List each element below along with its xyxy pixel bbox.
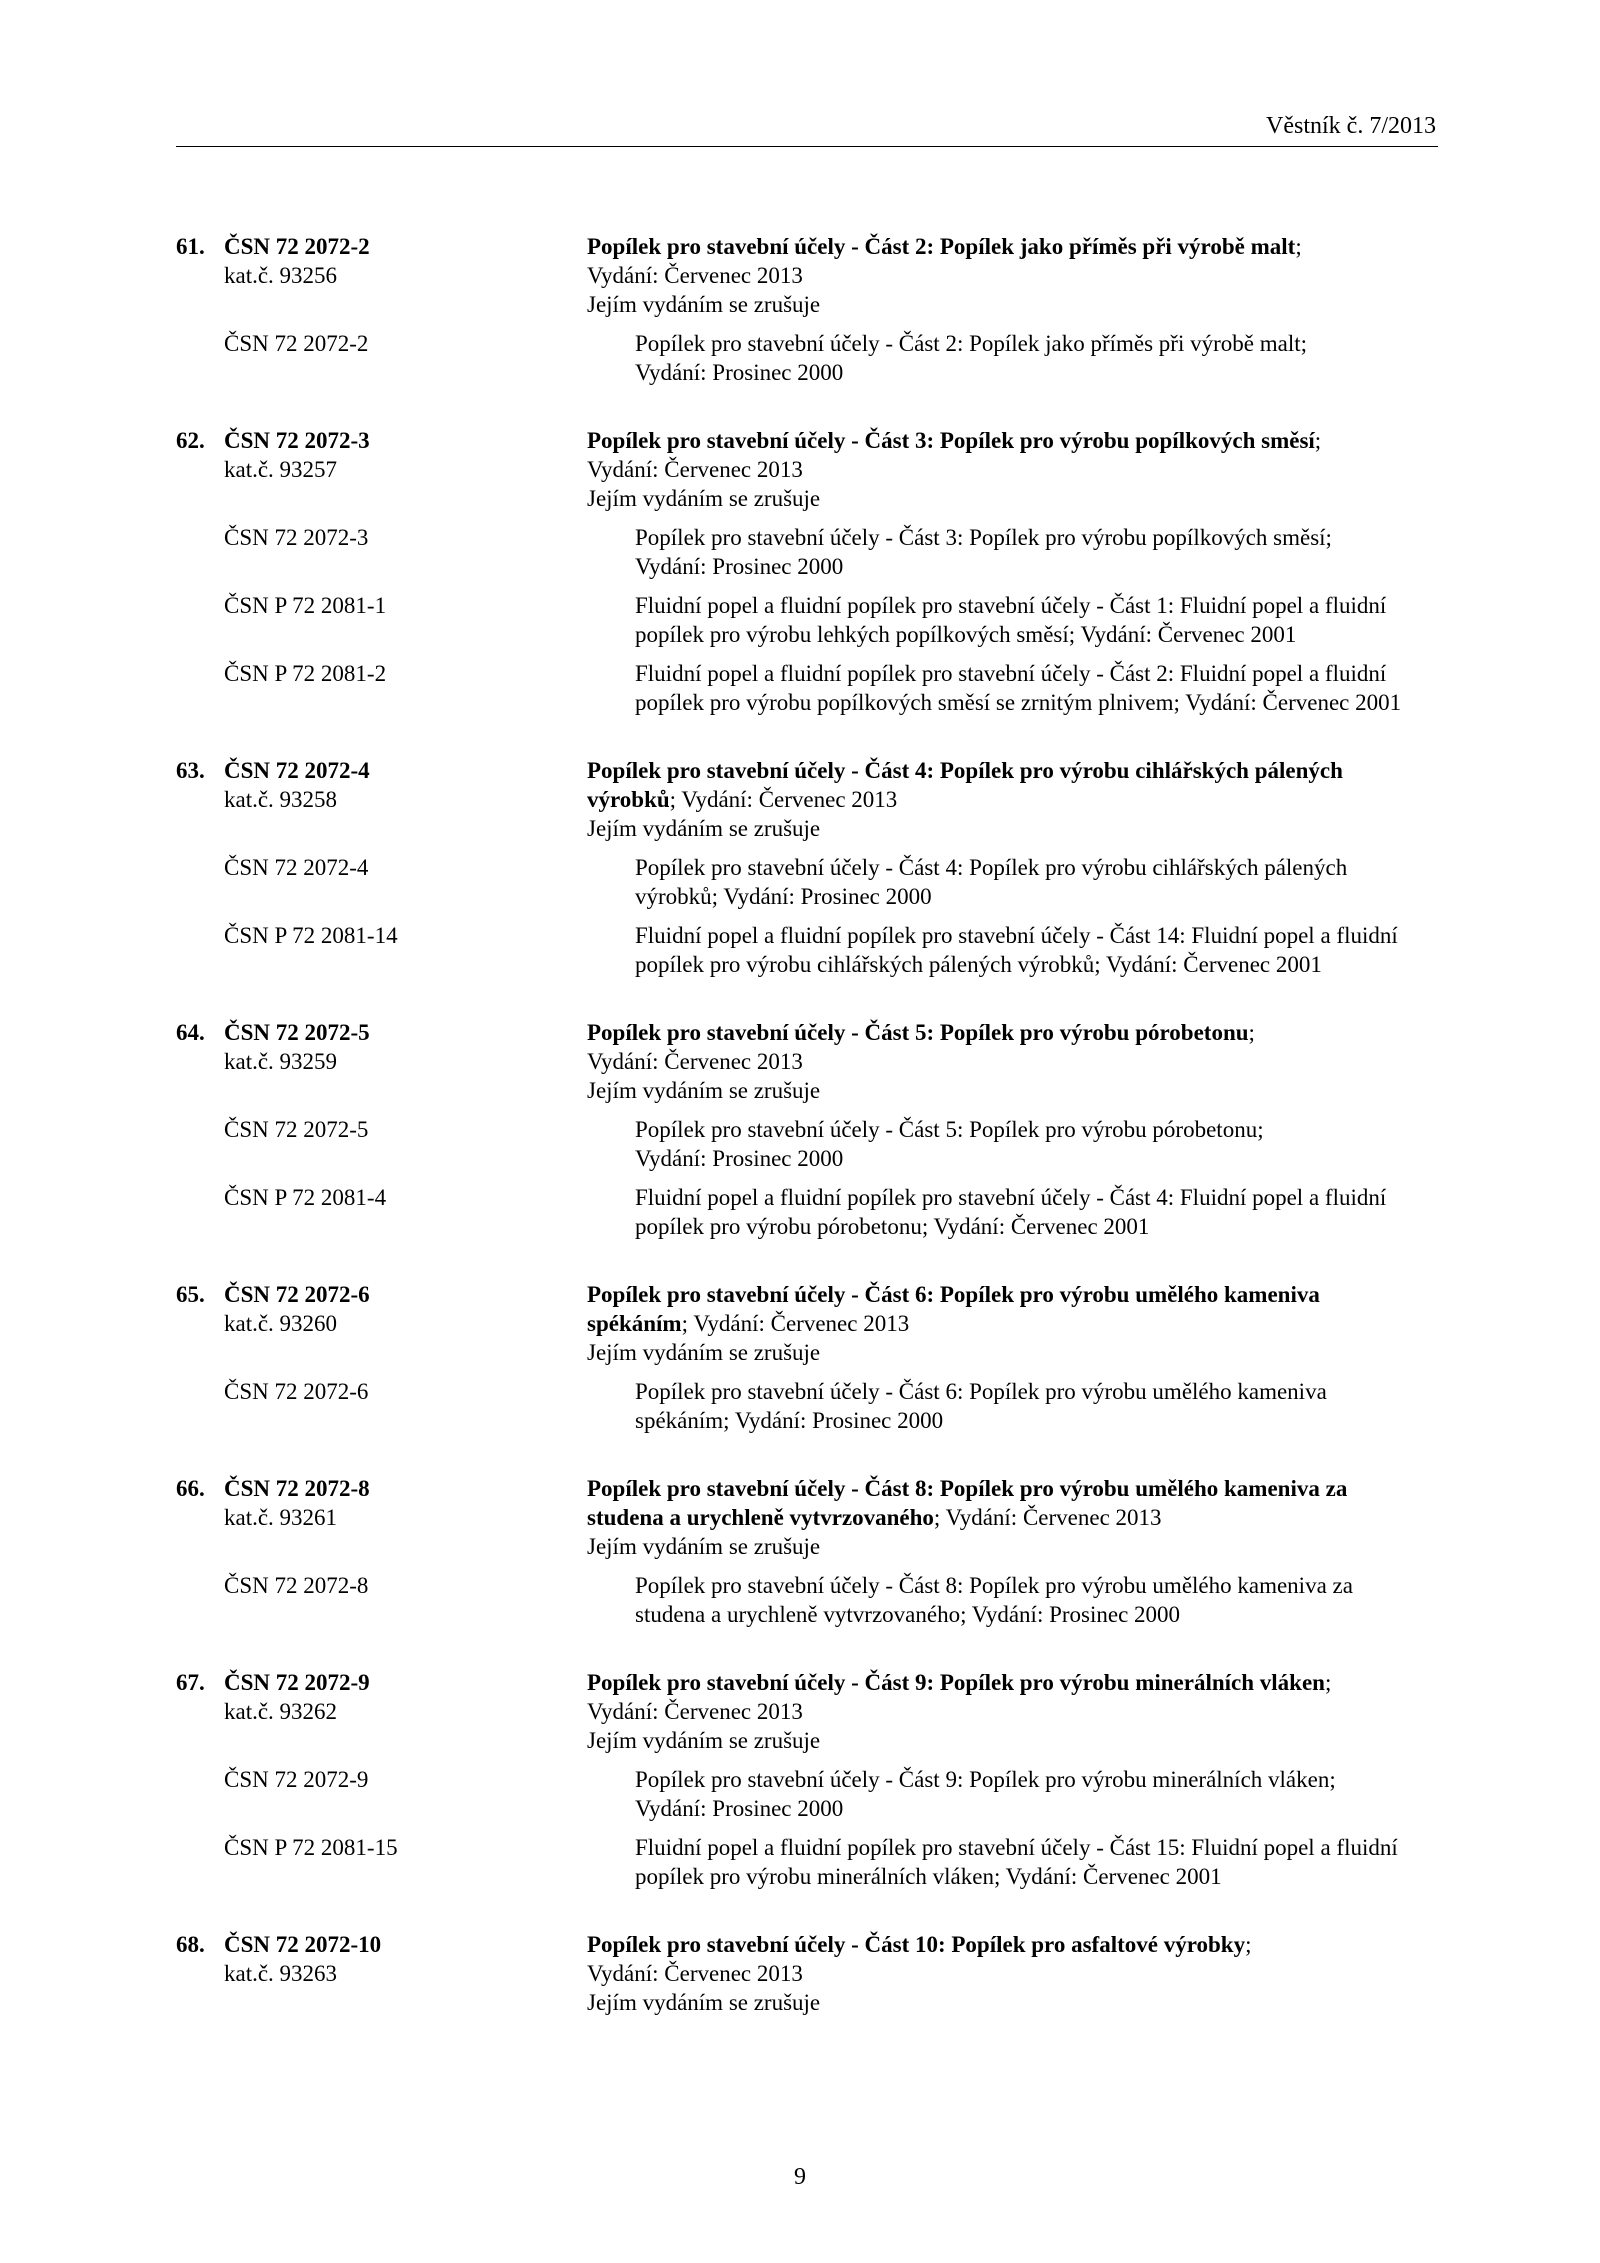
issue-date: Vydání: Červenec 2013 (587, 263, 803, 288)
cancelled-description (635, 659, 1486, 717)
catalog-number: kat.č. 93261 (224, 1505, 338, 1530)
description-line: Fluidní popel a fluidní popílek pro stavební účely - Část 15: Fluidní popel a fluidní (635, 1835, 1398, 1860)
description-line: Fluidní popel a fluidní popílek pro stavební účely - Část 2: Fluidní popel a fluidní (635, 661, 1387, 686)
description-line: Popílek pro stavební účely - Část 5: Popílek pro výrobu pórobetonu; (635, 1117, 1264, 1142)
description-line: popílek pro výrobu lehkých popílkových směsí; Vydání: Červenec 2001 (635, 622, 1297, 647)
standard-code: ČSN 72 2072-2 (224, 234, 370, 259)
entry-description (587, 1668, 1438, 1755)
standard-entry (176, 1018, 1438, 1241)
title-punctuation: ; (1245, 1932, 1252, 1957)
entry-description (587, 1280, 1438, 1367)
catalog-number: kat.č. 93263 (224, 1961, 338, 1986)
standard-title: Popílek pro stavební účely - Část 6: Popílek pro výrobu umělého kameniva (587, 1282, 1320, 1307)
standard-title: Popílek pro stavební účely - Část 5: Popílek pro výrobu pórobetonu (587, 1020, 1249, 1045)
entry-identifier (176, 1930, 587, 1988)
cancelled-standard (176, 659, 1438, 717)
entry-number: 62. (176, 428, 205, 453)
cancels-note: Jejím vydáním se zrušuje (587, 1534, 821, 1559)
cancelled-standard (176, 853, 1438, 911)
entry-identifier (176, 756, 587, 814)
entry-main-row (176, 426, 1438, 513)
standard-code: ČSN 72 2072-9 (224, 1670, 370, 1695)
description-line: spékáním; Vydání: Prosinec 2000 (635, 1408, 944, 1433)
issue-date: ; Vydání: Červenec 2013 (669, 787, 898, 812)
cancelled-description (635, 329, 1486, 387)
cancelled-description (635, 1765, 1486, 1823)
cancelled-code: ČSN 72 2072-4 (224, 855, 369, 880)
entry-description (587, 1474, 1438, 1561)
standard-title: Popílek pro stavební účely - Část 8: Popílek pro výrobu umělého kameniva za (587, 1476, 1348, 1501)
standard-title: Popílek pro stavební účely - Část 2: Popílek jako příměs při výrobě malt (587, 234, 1296, 259)
standard-entry (176, 426, 1438, 717)
description-line: Fluidní popel a fluidní popílek pro stavební účely - Část 4: Fluidní popel a fluidní (635, 1185, 1387, 1210)
cancelled-description (635, 1377, 1486, 1435)
description-line: Fluidní popel a fluidní popílek pro stavební účely - Část 1: Fluidní popel a fluidní (635, 593, 1387, 618)
standard-code: ČSN 72 2072-8 (224, 1476, 370, 1501)
cancelled-description (635, 523, 1486, 581)
cancelled-standard (176, 1833, 1438, 1891)
entry-main-row (176, 756, 1438, 843)
cancelled-standard (176, 1571, 1438, 1629)
entry-identifier (176, 426, 587, 484)
entry-identifier (176, 1668, 587, 1726)
description-line: Popílek pro stavební účely - Část 4: Popílek pro výrobu cihlářských pálených (635, 855, 1348, 880)
cancelled-description (635, 1571, 1486, 1629)
catalog-number: kat.č. 93257 (224, 457, 338, 482)
cancelled-description (635, 1115, 1486, 1173)
title-punctuation: ; (1295, 234, 1302, 259)
standard-entry (176, 1474, 1438, 1629)
catalog-number: kat.č. 93259 (224, 1049, 338, 1074)
standard-code: ČSN 72 2072-4 (224, 758, 370, 783)
standard-code: ČSN 72 2072-10 (224, 1932, 382, 1957)
entry-description (587, 756, 1438, 843)
title-punctuation: ; (1324, 1670, 1332, 1695)
description-line: Popílek pro stavební účely - Část 3: Popílek pro výrobu popílkových směsí; (635, 525, 1332, 550)
cancelled-standard (176, 1115, 1438, 1173)
standard-title: výrobků (587, 787, 670, 812)
cancelled-standard (176, 523, 1438, 581)
cancelled-standard (176, 1377, 1438, 1435)
standard-code: ČSN 72 2072-5 (224, 1020, 370, 1045)
entry-number: 61. (176, 234, 205, 259)
entry-description (587, 232, 1438, 319)
issue-date: ; Vydání: Červenec 2013 (933, 1505, 1162, 1530)
description-line: popílek pro výrobu popílkových směsí se zrnitým plnivem; Vydání: Červenec 2001 (635, 690, 1402, 715)
standards-list (176, 232, 1438, 2056)
catalog-number: kat.č. 93258 (224, 787, 338, 812)
standard-code: ČSN 72 2072-6 (224, 1282, 370, 1307)
description-line: Popílek pro stavební účely - Část 2: Popílek jako příměs při výrobě malt; (635, 331, 1307, 356)
cancelled-code: ČSN 72 2072-5 (224, 1117, 369, 1142)
standard-entry (176, 756, 1438, 979)
description-line: Popílek pro stavební účely - Část 6: Popílek pro výrobu umělého kameniva (635, 1379, 1327, 1404)
description-line: studena a urychleně vytvrzovaného; Vydání: Prosinec 2000 (635, 1602, 1181, 1627)
description-line: Fluidní popel a fluidní popílek pro stavební účely - Část 14: Fluidní popel a fluidní (635, 923, 1398, 948)
cancels-note: Jejím vydáním se zrušuje (587, 1340, 821, 1365)
standard-title: Popílek pro stavební účely - Část 3: Popílek pro výrobu popílkových směsí (587, 428, 1315, 453)
cancels-note: Jejím vydáním se zrušuje (587, 292, 821, 317)
entry-number: 65. (176, 1282, 205, 1307)
cancels-note: Jejím vydáním se zrušuje (587, 1078, 821, 1103)
description-line: výrobků; Vydání: Prosinec 2000 (635, 884, 932, 909)
standard-title: Popílek pro stavební účely - Část 9: Popílek pro výrobu minerálních vláken (587, 1670, 1325, 1695)
catalog-number: kat.č. 93262 (224, 1699, 338, 1724)
entry-description (587, 1930, 1438, 2017)
cancels-note: Jejím vydáním se zrušuje (587, 816, 821, 841)
description-line: Popílek pro stavební účely - Část 8: Popílek pro výrobu umělého kameniva za (635, 1573, 1353, 1598)
entry-main-row (176, 1474, 1438, 1561)
entry-description (587, 1018, 1438, 1105)
standard-title: studena a urychleně vytvrzovaného (587, 1505, 934, 1530)
entry-main-row (176, 232, 1438, 319)
standard-title: Popílek pro stavební účely - Část 4: Popílek pro výrobu cihlářských pálených (587, 758, 1343, 783)
cancelled-standard (176, 1183, 1438, 1241)
standard-entry (176, 232, 1438, 387)
page-header (176, 108, 1438, 147)
description-line: Vydání: Prosinec 2000 (635, 1146, 844, 1171)
cancelled-code: ČSN P 72 2081-15 (224, 1835, 398, 1860)
standard-entry (176, 1668, 1438, 1891)
description-line: popílek pro výrobu cihlářských pálených výrobků; Vydání: Červenec 2001 (635, 952, 1322, 977)
standard-title: Popílek pro stavební účely - Část 10: Popílek pro asfaltové výrobky (587, 1932, 1246, 1957)
title-punctuation: ; (1314, 428, 1322, 453)
entry-main-row (176, 1280, 1438, 1367)
cancelled-code: ČSN P 72 2081-4 (224, 1185, 387, 1210)
standard-entry (176, 1930, 1438, 2017)
entry-number: 68. (176, 1932, 205, 1957)
cancelled-description (635, 591, 1486, 649)
cancelled-standard (176, 921, 1438, 979)
catalog-number: kat.č. 93260 (224, 1311, 338, 1336)
cancelled-description (635, 921, 1486, 979)
description-line: popílek pro výrobu pórobetonu; Vydání: Červenec 2001 (635, 1214, 1150, 1239)
bulletin-title: Věstník č. 7/2013 (1266, 113, 1436, 139)
cancelled-standard (176, 1765, 1438, 1823)
cancelled-code: ČSN P 72 2081-2 (224, 661, 387, 686)
standard-entry (176, 1280, 1438, 1435)
standard-code: ČSN 72 2072-3 (224, 428, 370, 453)
cancels-note: Jejím vydáním se zrušuje (587, 1728, 821, 1753)
cancelled-code: ČSN P 72 2081-1 (224, 593, 387, 618)
entry-identifier (176, 1018, 587, 1076)
title-punctuation: ; (1248, 1020, 1255, 1045)
issue-date: Vydání: Červenec 2013 (587, 1961, 803, 1986)
cancelled-standard (176, 591, 1438, 649)
issue-date: Vydání: Červenec 2013 (587, 1049, 803, 1074)
entry-main-row (176, 1668, 1438, 1755)
entry-number: 66. (176, 1476, 205, 1501)
cancelled-code: ČSN 72 2072-2 (224, 331, 369, 356)
cancelled-standard (176, 329, 1438, 387)
cancelled-description (635, 1833, 1486, 1891)
cancels-note: Jejím vydáním se zrušuje (587, 486, 821, 511)
issue-date: Vydání: Červenec 2013 (587, 457, 803, 482)
page-number: 9 (794, 2164, 806, 2190)
description-line: Vydání: Prosinec 2000 (635, 360, 844, 385)
entry-main-row (176, 1018, 1438, 1105)
cancels-note: Jejím vydáním se zrušuje (587, 1990, 821, 2015)
catalog-number: kat.č. 93256 (224, 263, 338, 288)
issue-date: Vydání: Červenec 2013 (587, 1699, 803, 1724)
cancelled-code: ČSN 72 2072-6 (224, 1379, 369, 1404)
description-line: Vydání: Prosinec 2000 (635, 1796, 844, 1821)
description-line: popílek pro výrobu minerálních vláken; Vydání: Červenec 2001 (635, 1864, 1222, 1889)
cancelled-code: ČSN P 72 2081-14 (224, 923, 398, 948)
standard-title: spékáním (587, 1311, 682, 1336)
issue-date: ; Vydání: Červenec 2013 (681, 1311, 910, 1336)
cancelled-code: ČSN 72 2072-9 (224, 1767, 369, 1792)
entry-identifier (176, 232, 587, 290)
description-line: Vydání: Prosinec 2000 (635, 554, 844, 579)
entry-number: 67. (176, 1670, 205, 1695)
description-line: Popílek pro stavební účely - Část 9: Popílek pro výrobu minerálních vláken; (635, 1767, 1336, 1792)
entry-number: 63. (176, 758, 205, 783)
entry-number: 64. (176, 1020, 205, 1045)
entry-identifier (176, 1280, 587, 1338)
cancelled-code: ČSN 72 2072-8 (224, 1573, 369, 1598)
entry-description (587, 426, 1438, 513)
cancelled-code: ČSN 72 2072-3 (224, 525, 369, 550)
entry-identifier (176, 1474, 587, 1532)
entry-main-row (176, 1930, 1438, 2017)
cancelled-description (635, 1183, 1486, 1241)
cancelled-description (635, 853, 1486, 911)
